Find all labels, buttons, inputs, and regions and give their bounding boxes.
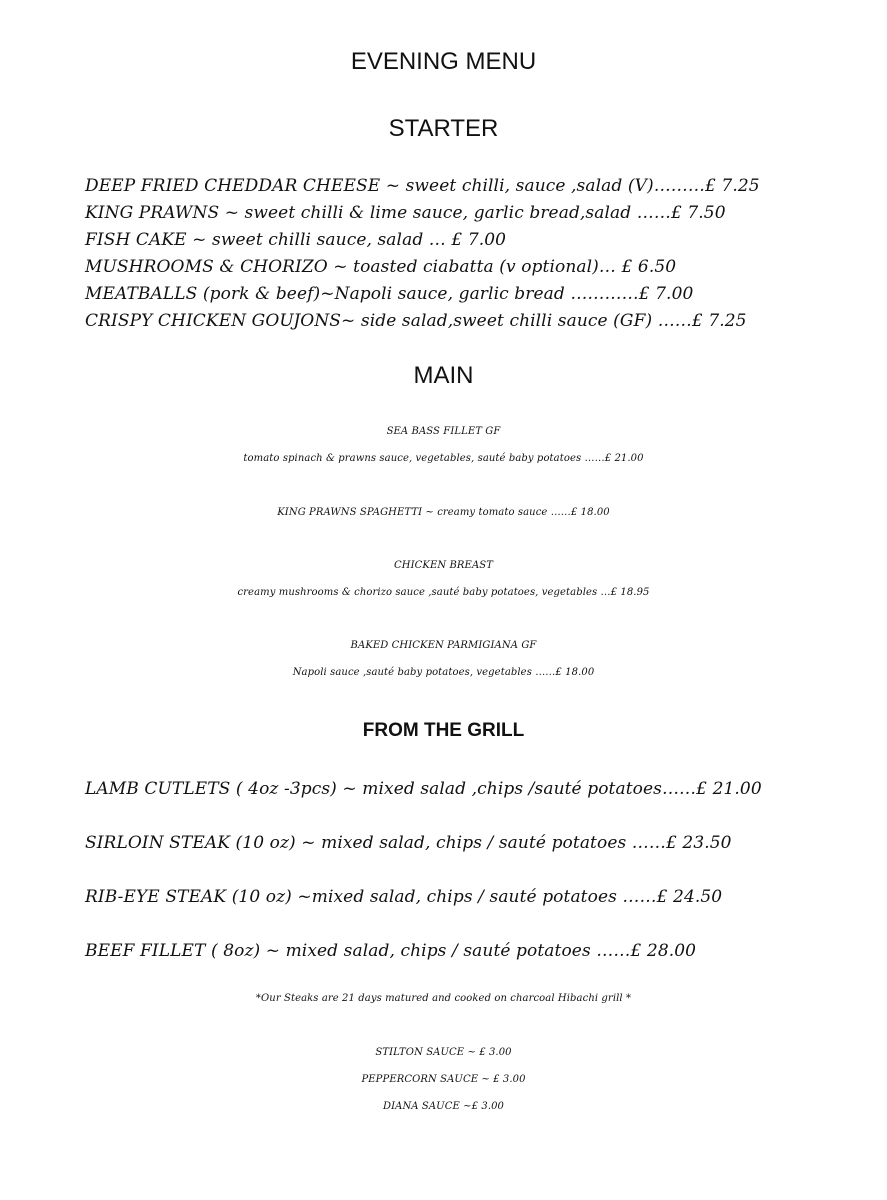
menu-title: EVENING MENU — [350, 48, 537, 75]
main-item-desc: creamy mushrooms & chorizo sauce ,sauté baby potatoes, vegetables …£ 18.95 — [237, 587, 650, 598]
starter-heading: STARTER — [388, 115, 499, 142]
starter-item: DEEP FRIED CHEDDAR CHEESE ~ sweet chilli, sauce ,salad (V)………£ 7.25 — [85, 176, 760, 196]
starter-item: MEATBALLS (pork & beef)~Napoli sauce, garlic bread …………£ 7.00 — [85, 284, 694, 304]
steak-note: *Our Steaks are 21 days matured and cooked on charcoal Hibachi grill * — [255, 993, 632, 1004]
main-item-desc: Napoli sauce ,sauté baby potatoes, vegetables ……£ 18.00 — [292, 667, 595, 678]
main-item-name: SEA BASS FILLET GF — [386, 426, 501, 437]
main-heading: MAIN — [413, 362, 474, 389]
starter-item: CRISPY CHICKEN GOUJONS~ side salad,sweet chilli sauce (GF) ……£ 7.25 — [85, 311, 747, 331]
grill-item: SIRLOIN STEAK (10 oz) ~ mixed salad, chips / sauté potatoes ……£ 23.50 — [85, 833, 732, 853]
main-item-desc: tomato spinach & prawns sauce, vegetables, sauté baby potatoes ……£ 21.00 — [243, 453, 644, 464]
sauce-item: DIANA SAUCE ~£ 3.00 — [382, 1101, 505, 1112]
grill-item: RIB-EYE STEAK (10 oz) ~mixed salad, chips / sauté potatoes ……£ 24.50 — [85, 887, 723, 907]
starter-item: FISH CAKE ~ sweet chilli sauce, salad … £ 7.00 — [85, 230, 507, 250]
main-item-name: CHICKEN BREAST — [394, 560, 493, 571]
grill-heading: FROM THE GRILL — [362, 720, 525, 741]
grill-item: LAMB CUTLETS ( 4oz -3pcs) ~ mixed salad ,chips /sauté potatoes……£ 21.00 — [85, 779, 762, 799]
main-item-name: BAKED CHICKEN PARMIGIANA GF — [350, 640, 537, 651]
starter-item: MUSHROOMS & CHORIZO ~ toasted ciabatta (v optional)… £ 6.50 — [85, 257, 677, 277]
main-item-name: KING PRAWNS SPAGHETTI ~ creamy tomato sauce ……£ 18.00 — [277, 507, 610, 518]
sauce-item: PEPPERCORN SAUCE ~ £ 3.00 — [361, 1074, 526, 1085]
grill-item: BEEF FILLET ( 8oz) ~ mixed salad, chips / sauté potatoes ……£ 28.00 — [85, 941, 697, 961]
sauce-item: STILTON SAUCE ~ £ 3.00 — [375, 1047, 512, 1058]
starter-item: KING PRAWNS ~ sweet chilli & lime sauce, garlic bread,salad ……£ 7.50 — [85, 203, 726, 223]
